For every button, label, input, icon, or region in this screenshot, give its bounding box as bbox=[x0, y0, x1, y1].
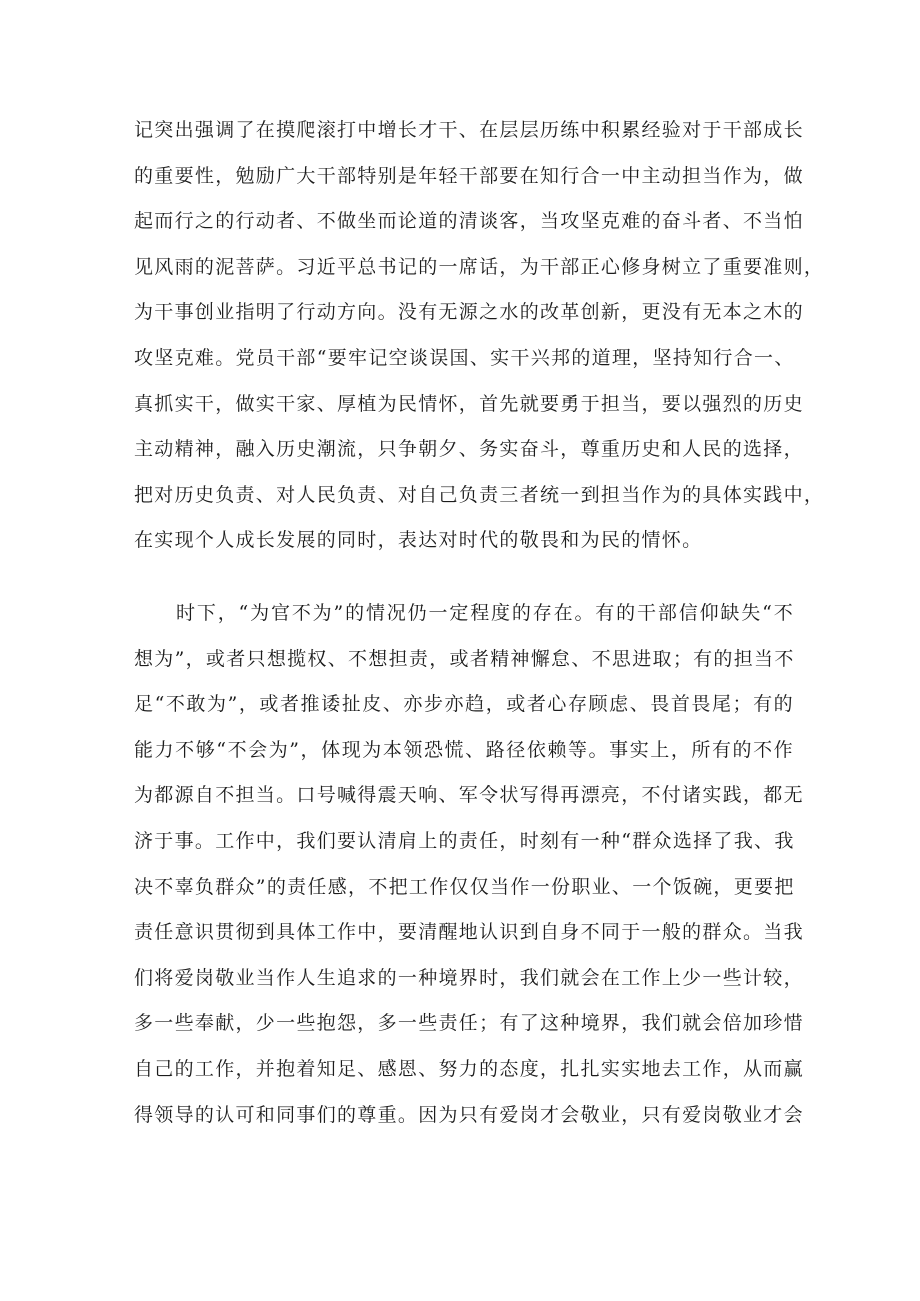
text-line: 为干事创业指明了行动方向。没有无源之水的改革创新，更没有无本之木的 bbox=[134, 301, 804, 323]
text-line: 主动精神，融入历史潮流，只争朝夕、务实奋斗，尊重历史和人民的选择， bbox=[134, 438, 804, 460]
text-line: 的重要性，勉励广大干部特别是年轻干部要在知行合一中主动担当作为，做 bbox=[134, 165, 804, 187]
text-line: 决不辜负群众”的责任感，不把工作仅仅当作一份职业、一个饭碗，更要把 bbox=[134, 876, 795, 898]
text-line: 济于事。工作中，我们要认清肩上的责任，时刻有一种“群众选择了我、我 bbox=[134, 830, 795, 852]
text-line: 把对历史负责、对人民负责、对自己负责三者统一到担当作为的具体实践中， bbox=[134, 484, 825, 506]
text-line: 起而行之的行动者、不做坐而论道的清谈客，当攻坚克难的奋斗者、不当怕 bbox=[134, 210, 804, 232]
text-line: 见风雨的泥菩萨。习近平总书记的一席话，为干部正心修身树立了重要准则， bbox=[134, 256, 825, 278]
text-line: 时下，“为官不为”的情况仍一定程度的存在。有的干部信仰缺失“不 bbox=[176, 602, 794, 624]
text-line: 在实现个人成长发展的同时，表达对时代的敬畏和为民的情怀。 bbox=[134, 529, 703, 551]
text-line: 为都源自不担当。口号喊得震天响、军令状写得再漂亮，不付诸实践，都无 bbox=[134, 784, 804, 806]
text-line: 责任意识贯彻到具体工作中，要清醒地认识到自身不同于一般的群众。当我 bbox=[134, 921, 804, 943]
text-line: 想为”，或者只想揽权、不想担责，或者精神懈怠、不思进取；有的担当不 bbox=[134, 648, 795, 670]
text-line: 得领导的认可和同事们的尊重。因为只有爱岗才会敬业，只有爱岗敬业才会 bbox=[134, 1104, 804, 1126]
text-line: 自己的工作，并抱着知足、感恩、努力的态度，扎扎实实地去工作，从而赢 bbox=[134, 1058, 804, 1080]
text-line: 真抓实干，做实干家、厚植为民情怀，首先就要勇于担当，要以强烈的历史 bbox=[134, 393, 804, 415]
text-line: 能力不够“不会为”，体现为本领恐慌、路径依赖等。事实上，所有的不作 bbox=[134, 739, 794, 761]
text-line: 多一些奉献，少一些抱怨，多一些责任；有了这种境界，我们就会倍加珍惜 bbox=[134, 1012, 804, 1034]
text-line: 记突出强调了在摸爬滚打中增长才干、在层层历练中积累经验对于干部成长 bbox=[134, 119, 804, 141]
text-line: 攻坚克难。党员干部“要牢记空谈误国、实干兴邦的道理，坚持知行合一、 bbox=[134, 347, 795, 369]
text-line: 足“不敢为”，或者推诿扯皮、亦步亦趋，或者心存顾虑、畏首畏尾；有的 bbox=[134, 693, 794, 715]
text-line: 们将爱岗敬业当作人生追求的一种境界时，我们就会在工作上少一些计较， bbox=[134, 967, 804, 989]
